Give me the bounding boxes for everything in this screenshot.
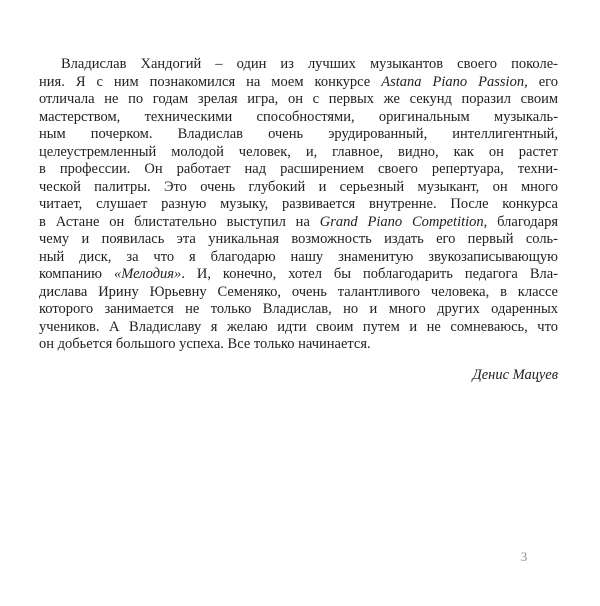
text-segment: ный диск, за что я благодарю нашу знаменитую звукозаписывающую: [39, 248, 558, 265]
text-segment: которого занимается не только Владислав, но и много других одаренных: [39, 301, 558, 317]
testimonial-paragraph: [39, 56, 558, 354]
text-line: [39, 231, 558, 249]
text-segment: , благодаря: [483, 213, 558, 230]
text-line: [39, 266, 558, 284]
text-line: [39, 126, 558, 144]
text-segment: целеустремленный молодой человек, и, главное, видно, как он растет: [39, 143, 558, 160]
text-segment: ным почерком. Владислав очень эрудированный, интеллигентный,: [39, 126, 558, 142]
text-segment: в Астане он блистательно выступил на: [39, 213, 320, 230]
text-segment: ческой палитры. Это очень глубокий и серьезный музыкант, он много: [39, 178, 558, 195]
text-line: [39, 301, 558, 319]
text-line: [39, 319, 558, 337]
text-segment: дислава Ирину Юрьевну Семеняко, очень талантливого человека, в классе: [39, 283, 558, 300]
text-line: [39, 56, 558, 74]
signature: Денис Мацуев: [472, 367, 558, 383]
text-segment: он добьется большого успеха. Все только начинается.: [39, 336, 371, 352]
text-line: [39, 91, 558, 109]
text-line: [39, 196, 558, 214]
text-line: [39, 336, 558, 354]
text-segment: ния. Я с ним познакомился на моем конкурсе: [39, 73, 382, 90]
text-segment: чему и появилась эта уникальная возможность издать его первый соль-: [39, 231, 558, 247]
italic-text-segment: Grand Piano Competition: [319, 213, 484, 230]
page-number: 3: [520, 549, 528, 564]
text-segment: . И, конечно, хотел бы поблагодарить педагога Вла-: [181, 266, 558, 282]
text-segment: , его: [524, 73, 558, 90]
text-segment: читает, слушает разную музыку, развивается внутренне. После конкурса: [39, 196, 558, 212]
text-line: [39, 284, 558, 302]
text-segment: мастерством, техническими способностями, оригинальным музыкаль-: [39, 108, 558, 125]
italic-text-segment: «Мелодия»: [113, 266, 182, 282]
text-line: [39, 249, 558, 267]
text-line: [39, 161, 558, 179]
text-line: [39, 179, 558, 197]
text-line: [39, 214, 558, 232]
italic-text-segment: Astana Piano Passion: [381, 73, 525, 90]
text-segment: в профессии. Он работает над расширением своего репертуара, техни-: [39, 161, 558, 177]
text-segment: Владислав Хандогий – один из лучших музыкантов своего поколе-: [61, 56, 558, 72]
text-segment: учеников. А Владиславу я желаю идти своим путем и не сомневаюсь, что: [39, 318, 558, 335]
text-segment: компанию: [39, 266, 114, 282]
text-line: [39, 144, 558, 162]
text-line: [39, 109, 558, 127]
text-segment: отличала не по годам зрелая игра, он с первых же секунд поразил своим: [39, 91, 558, 107]
text-line: [39, 74, 558, 92]
